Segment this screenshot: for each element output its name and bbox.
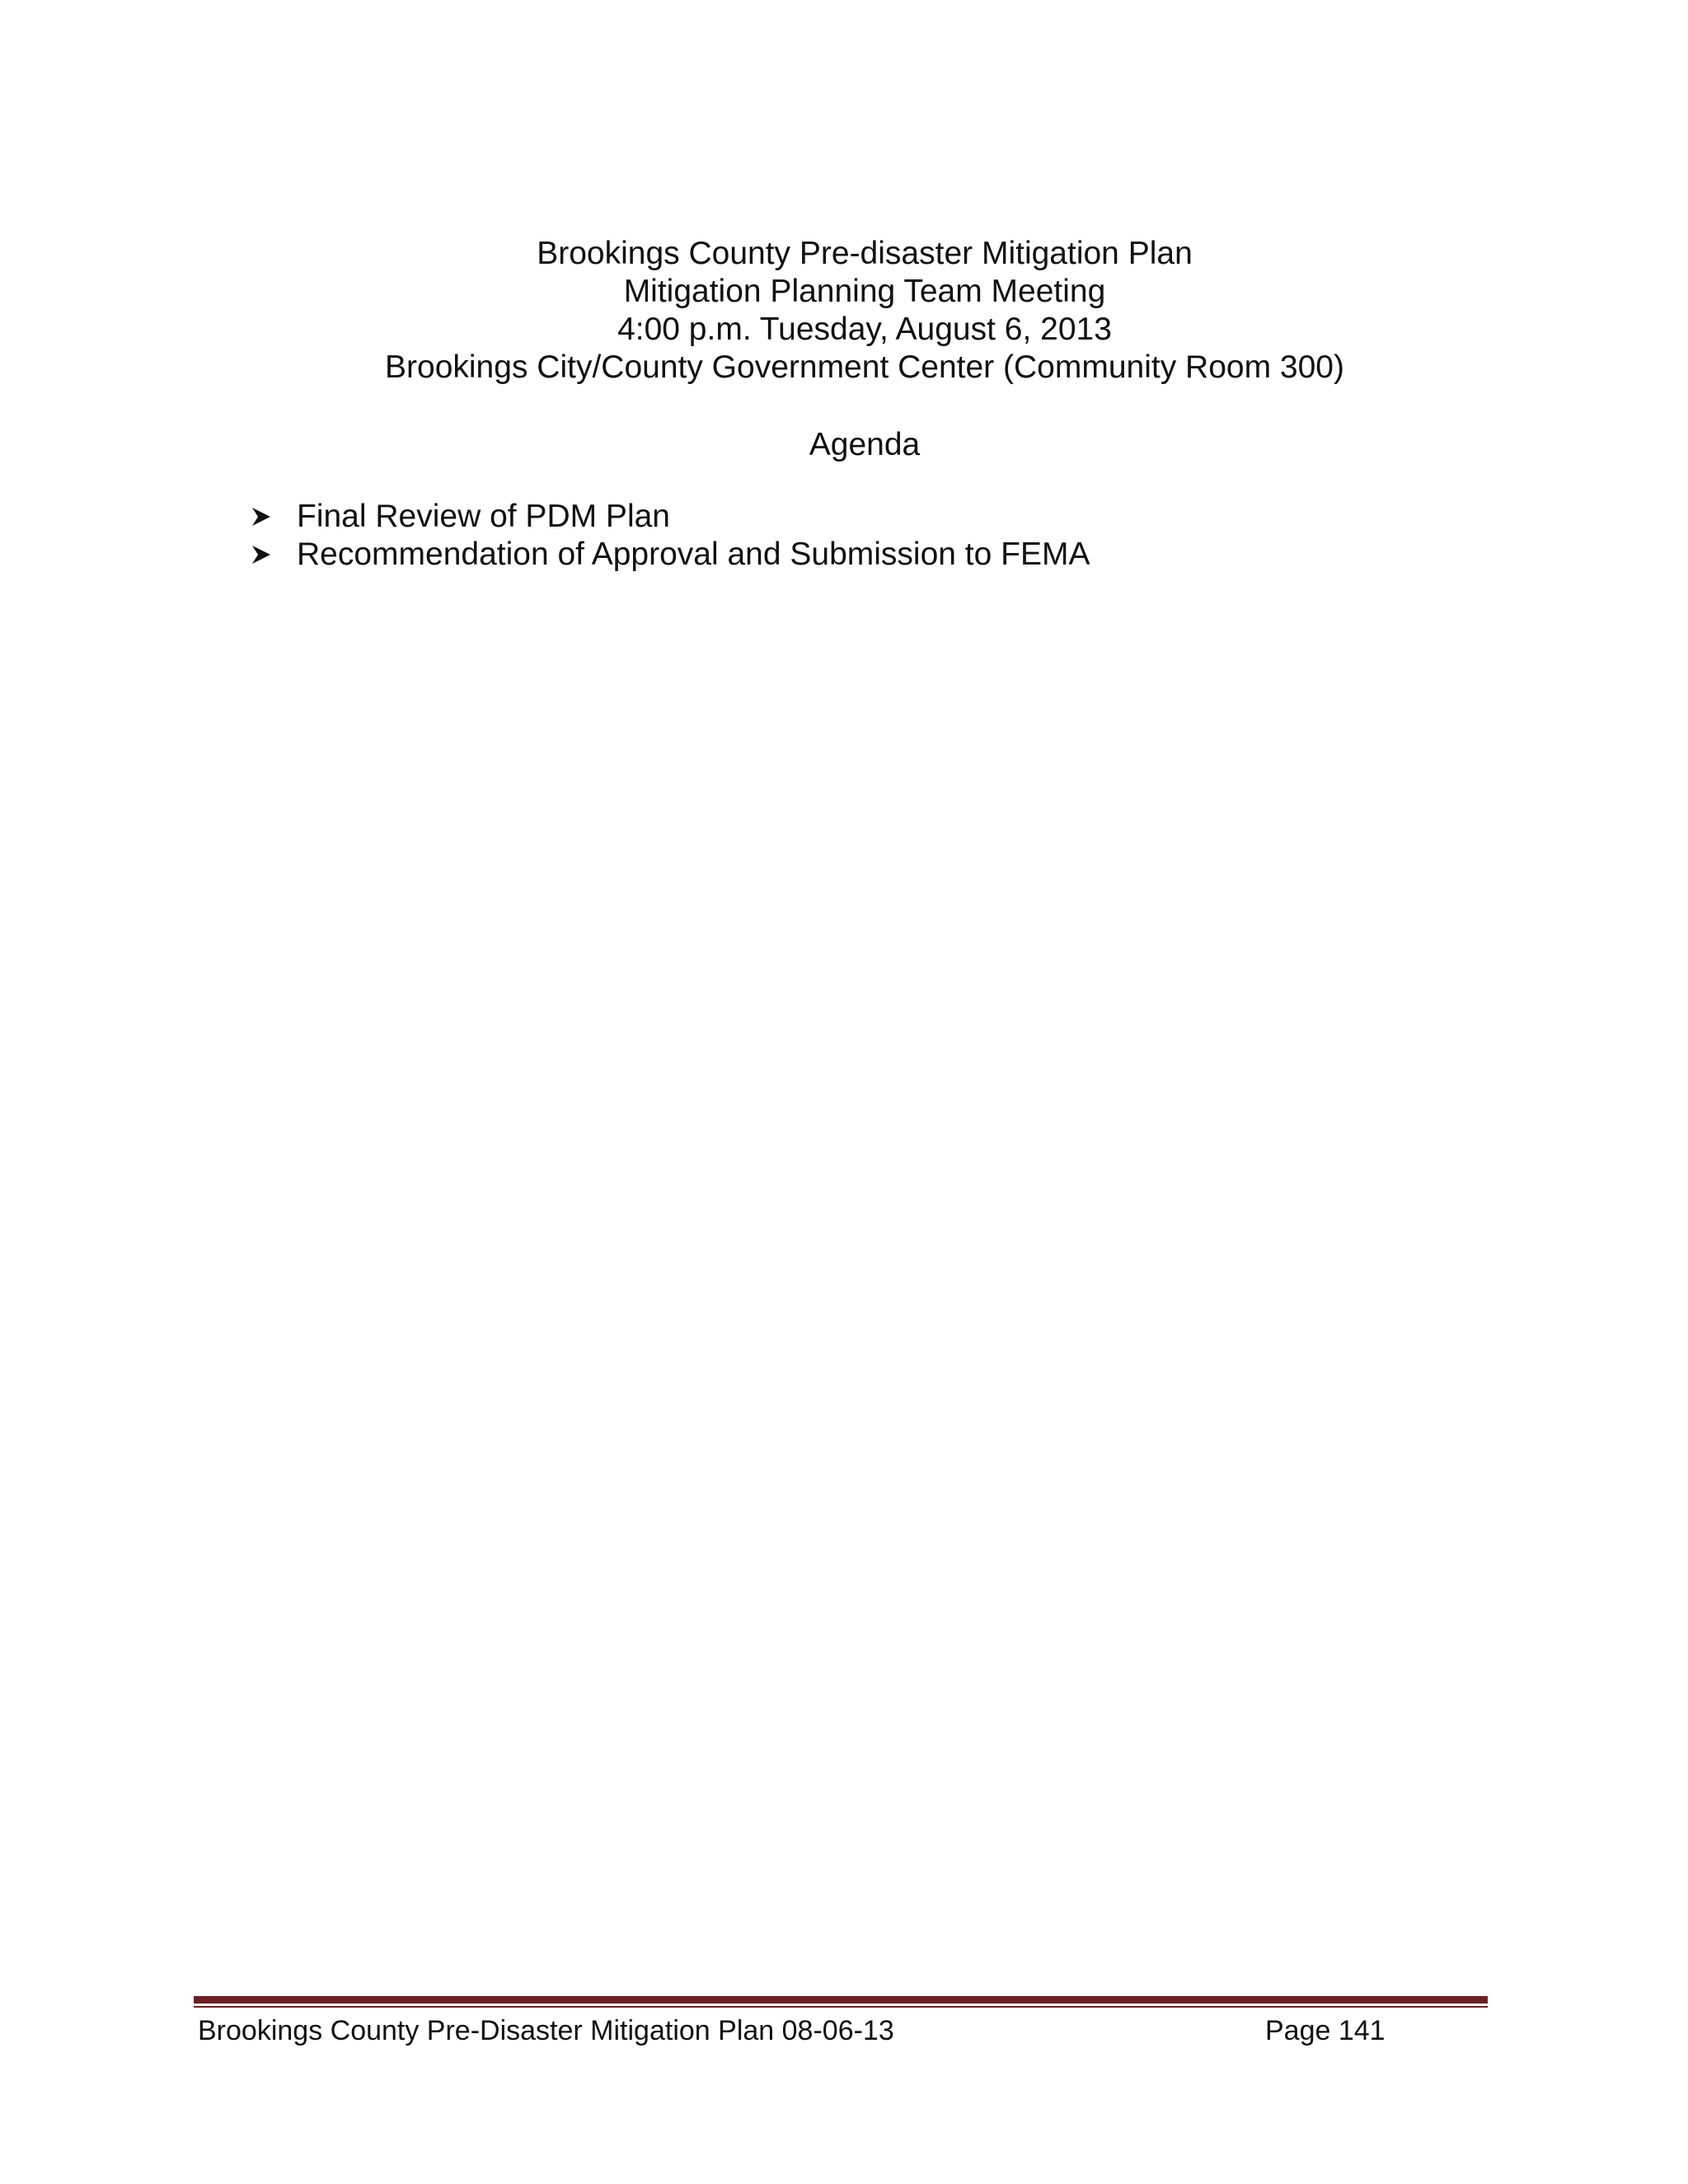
arrowhead-bullet-icon — [251, 506, 272, 527]
agenda-list — [247, 498, 1090, 574]
agenda-item — [247, 498, 1090, 536]
meeting-location: Brookings City/County Government Center (Community Room 300) — [385, 349, 1344, 385]
meeting-header — [0, 235, 1688, 387]
agenda-item-label: Recommendation of Approval and Submission to FEMA — [297, 537, 1090, 572]
footer-page-number: Page 141 — [1265, 2015, 1386, 2046]
meeting-datetime: 4:00 p.m. Tuesday, August 6, 2013 — [617, 312, 1112, 347]
meeting-name: Mitigation Planning Team Meeting — [623, 274, 1106, 309]
agenda-heading: Agenda — [809, 427, 921, 462]
agenda-item-label: Final Review of PDM Plan — [297, 499, 670, 534]
plan-title: Brookings County Pre-disaster Mitigation Plan — [537, 236, 1193, 271]
footer-rule-thick — [194, 1996, 1488, 2004]
footer-rule-thin — [194, 2006, 1488, 2008]
arrowhead-bullet-icon — [251, 544, 272, 565]
footer-document-title: Brookings County Pre-Disaster Mitigation Plan 08-06-13 — [198, 2015, 894, 2046]
agenda-item — [247, 536, 1090, 574]
